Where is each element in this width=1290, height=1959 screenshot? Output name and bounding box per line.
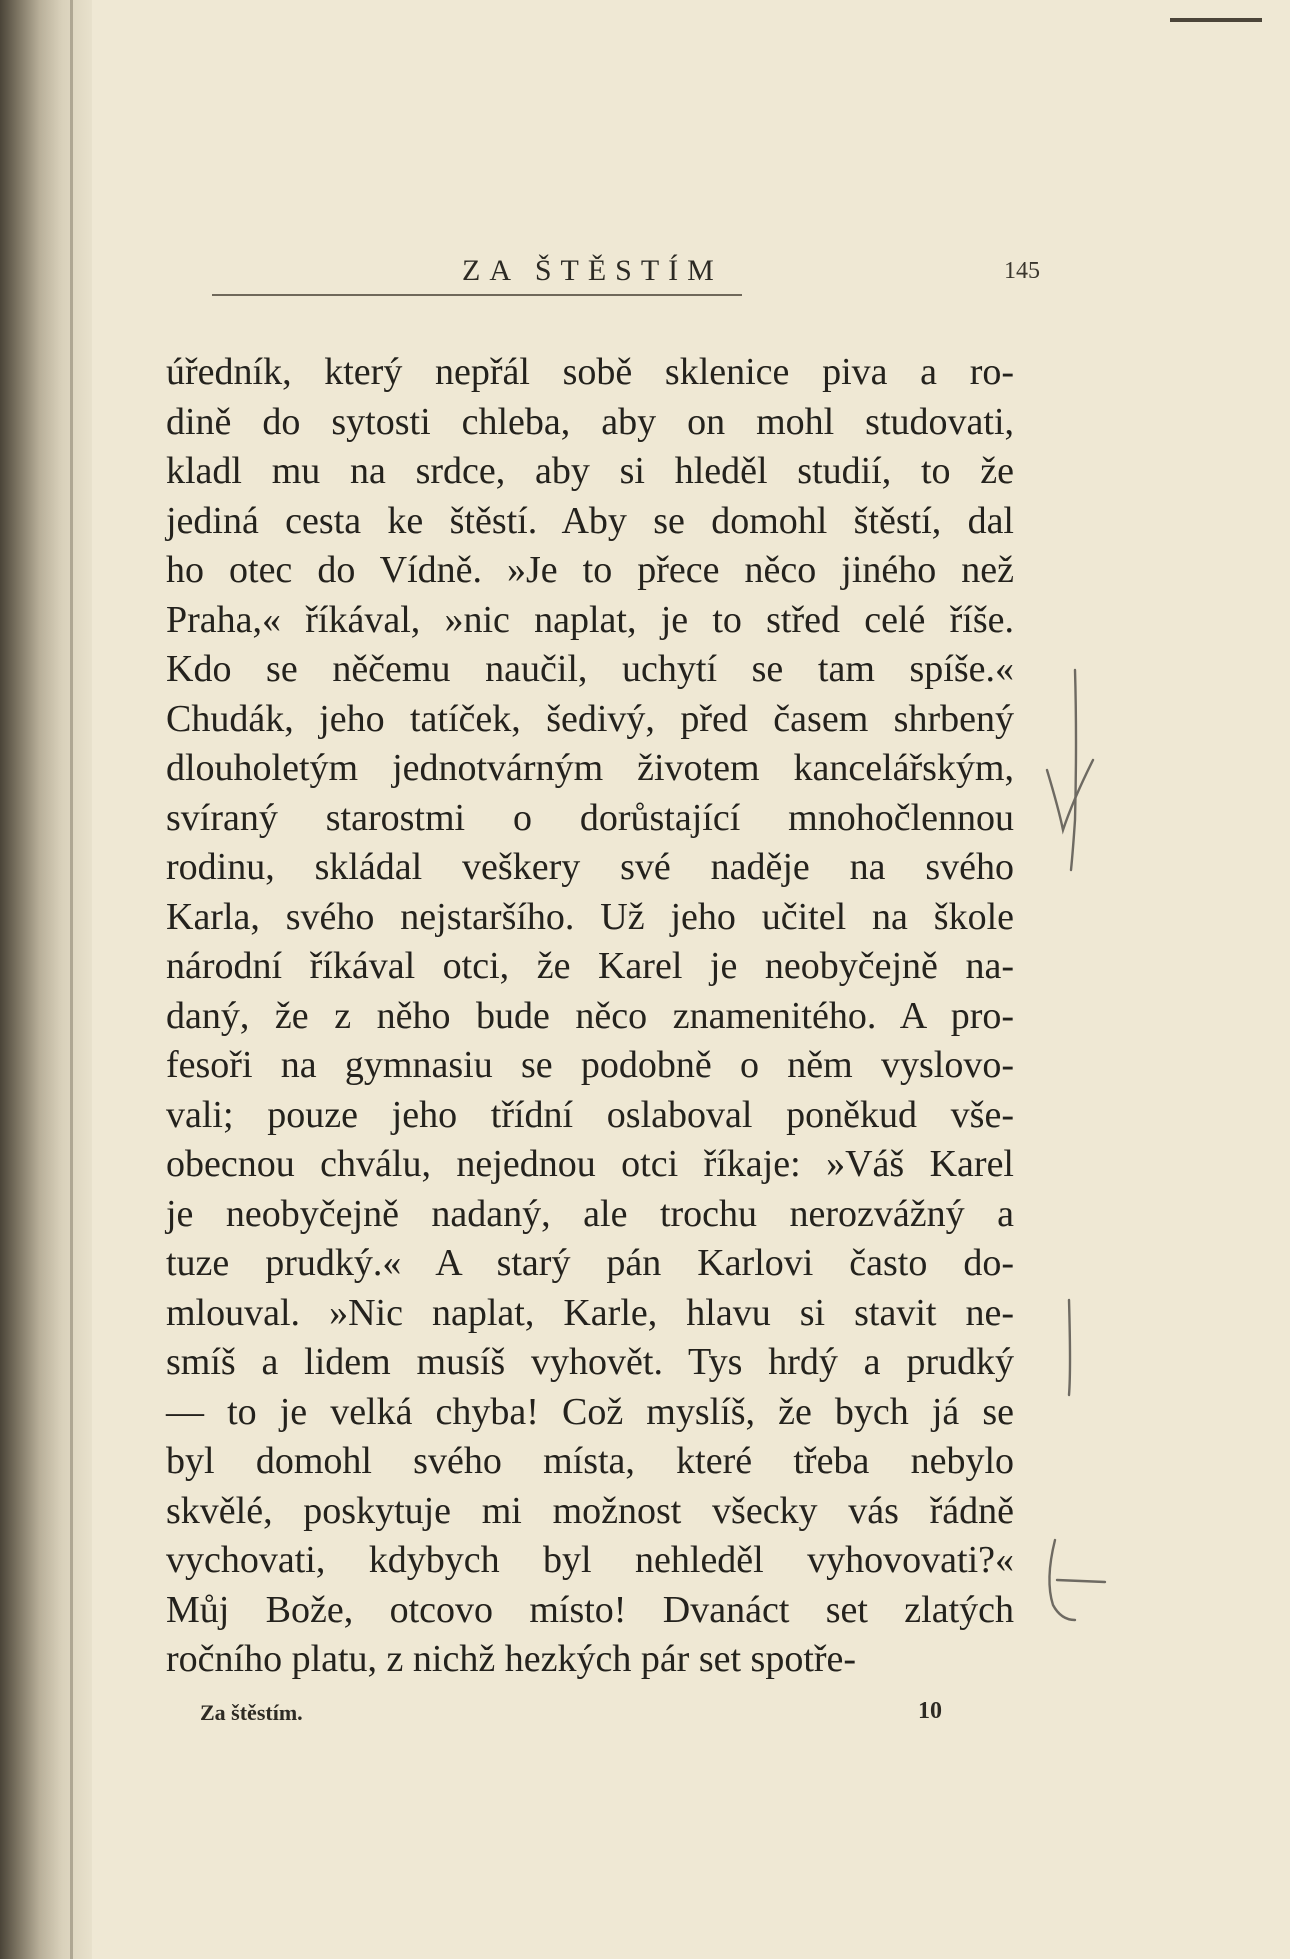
text-line: svíraný starostmi o dorůstající mnohočlennou [166,796,1014,839]
body-text [166,348,1014,1685]
text-line: smíš a lidem musíš vyhovět. Tys hrdý a prudký [166,1341,1014,1383]
text-line: daný, že z něho bude něco znamenitého. A pro- [166,994,1014,1037]
text-line: — to je velká chyba! Což myslíš, že bych já se [166,1390,1014,1433]
pencil-arrowhead-mark [1047,760,1093,830]
binding-edge-line [70,0,73,1959]
pencil-tick-mark [1057,1580,1105,1582]
text-line: ročního platu, z nichž hezkých pár set spotře- [166,1638,857,1680]
text-line: fesoři na gymnasiu se podobně o něm vyslovo- [166,1044,1014,1086]
page-number: 145 [1004,258,1040,284]
text-line: vychovati, kdybych byl nehleděl vyhovovati?« [166,1539,1014,1581]
header-rule [212,294,742,296]
text-line: jediná cesta ke štěstí. Aby se domohl štěstí, dal [166,499,1014,542]
text-line: ho otec do Vídně. »Je to přece něco jiného než [166,549,1014,591]
text-line: rodinu, skládal veškery své naděje na svého [166,846,1014,888]
footer-sheet-number: 10 [918,1698,942,1724]
text-line: dlouholetým jednotvárným životem kancelářským, [166,747,1014,789]
text-line: je neobyčejně nadaný, ale trochu nerozvážný a [166,1192,1014,1235]
text-line: Chudák, jeho tatíček, šedivý, před časem shrbený [166,697,1014,740]
text-line: Karla, svého nejstaršího. Už jeho učitel na škole [166,895,1014,938]
text-line: byl domohl svého místa, které třeba nebylo [166,1440,1014,1482]
pencil-arrow-mark [1071,670,1076,870]
text-line: tuze prudký.« A starý pán Karlovi často do- [166,1242,1014,1284]
text-line: dině do sytosti chleba, aby on mohl studovati, [166,400,1014,443]
text-line: Praha,« říkával, »nic naplat, je to střed celé říše. [166,598,1014,641]
page-binding-shadow [0,0,92,1959]
footer-signature: Za štěstím. [200,1700,303,1725]
text-line: Můj Bože, otcovo místo! Dvanáct set zlatých [166,1588,1014,1631]
text-line: národní říkával otci, že Karel je neobyčejně na- [166,945,1014,987]
pencil-annotations [1035,620,1155,1680]
pencil-vertical-bar-mark [1069,1300,1070,1395]
running-header [200,250,1040,298]
text-line: obecnou chválu, nejednou otci říkaje: »Váš Karel [166,1143,1014,1185]
running-header-title: ZA ŠTĚSTÍM [462,254,723,287]
text-line: mlouval. »Nic naplat, Karle, hlavu si stavit ne- [166,1291,1014,1334]
text-line: vali; pouze jeho třídní oslaboval poněkud vše- [166,1093,1014,1136]
text-line: úředník, který nepřál sobě sklenice piva a ro- [166,351,1014,393]
text-line: kladl mu na srdce, aby si hleděl studií, to že [166,450,1014,492]
top-edge-mark [1170,18,1262,22]
text-line: Kdo se něčemu naučil, uchytí se tam spíše.« [166,648,1014,690]
text-line: skvělé, poskytuje mi možnost všecky vás řádně [166,1489,1014,1532]
